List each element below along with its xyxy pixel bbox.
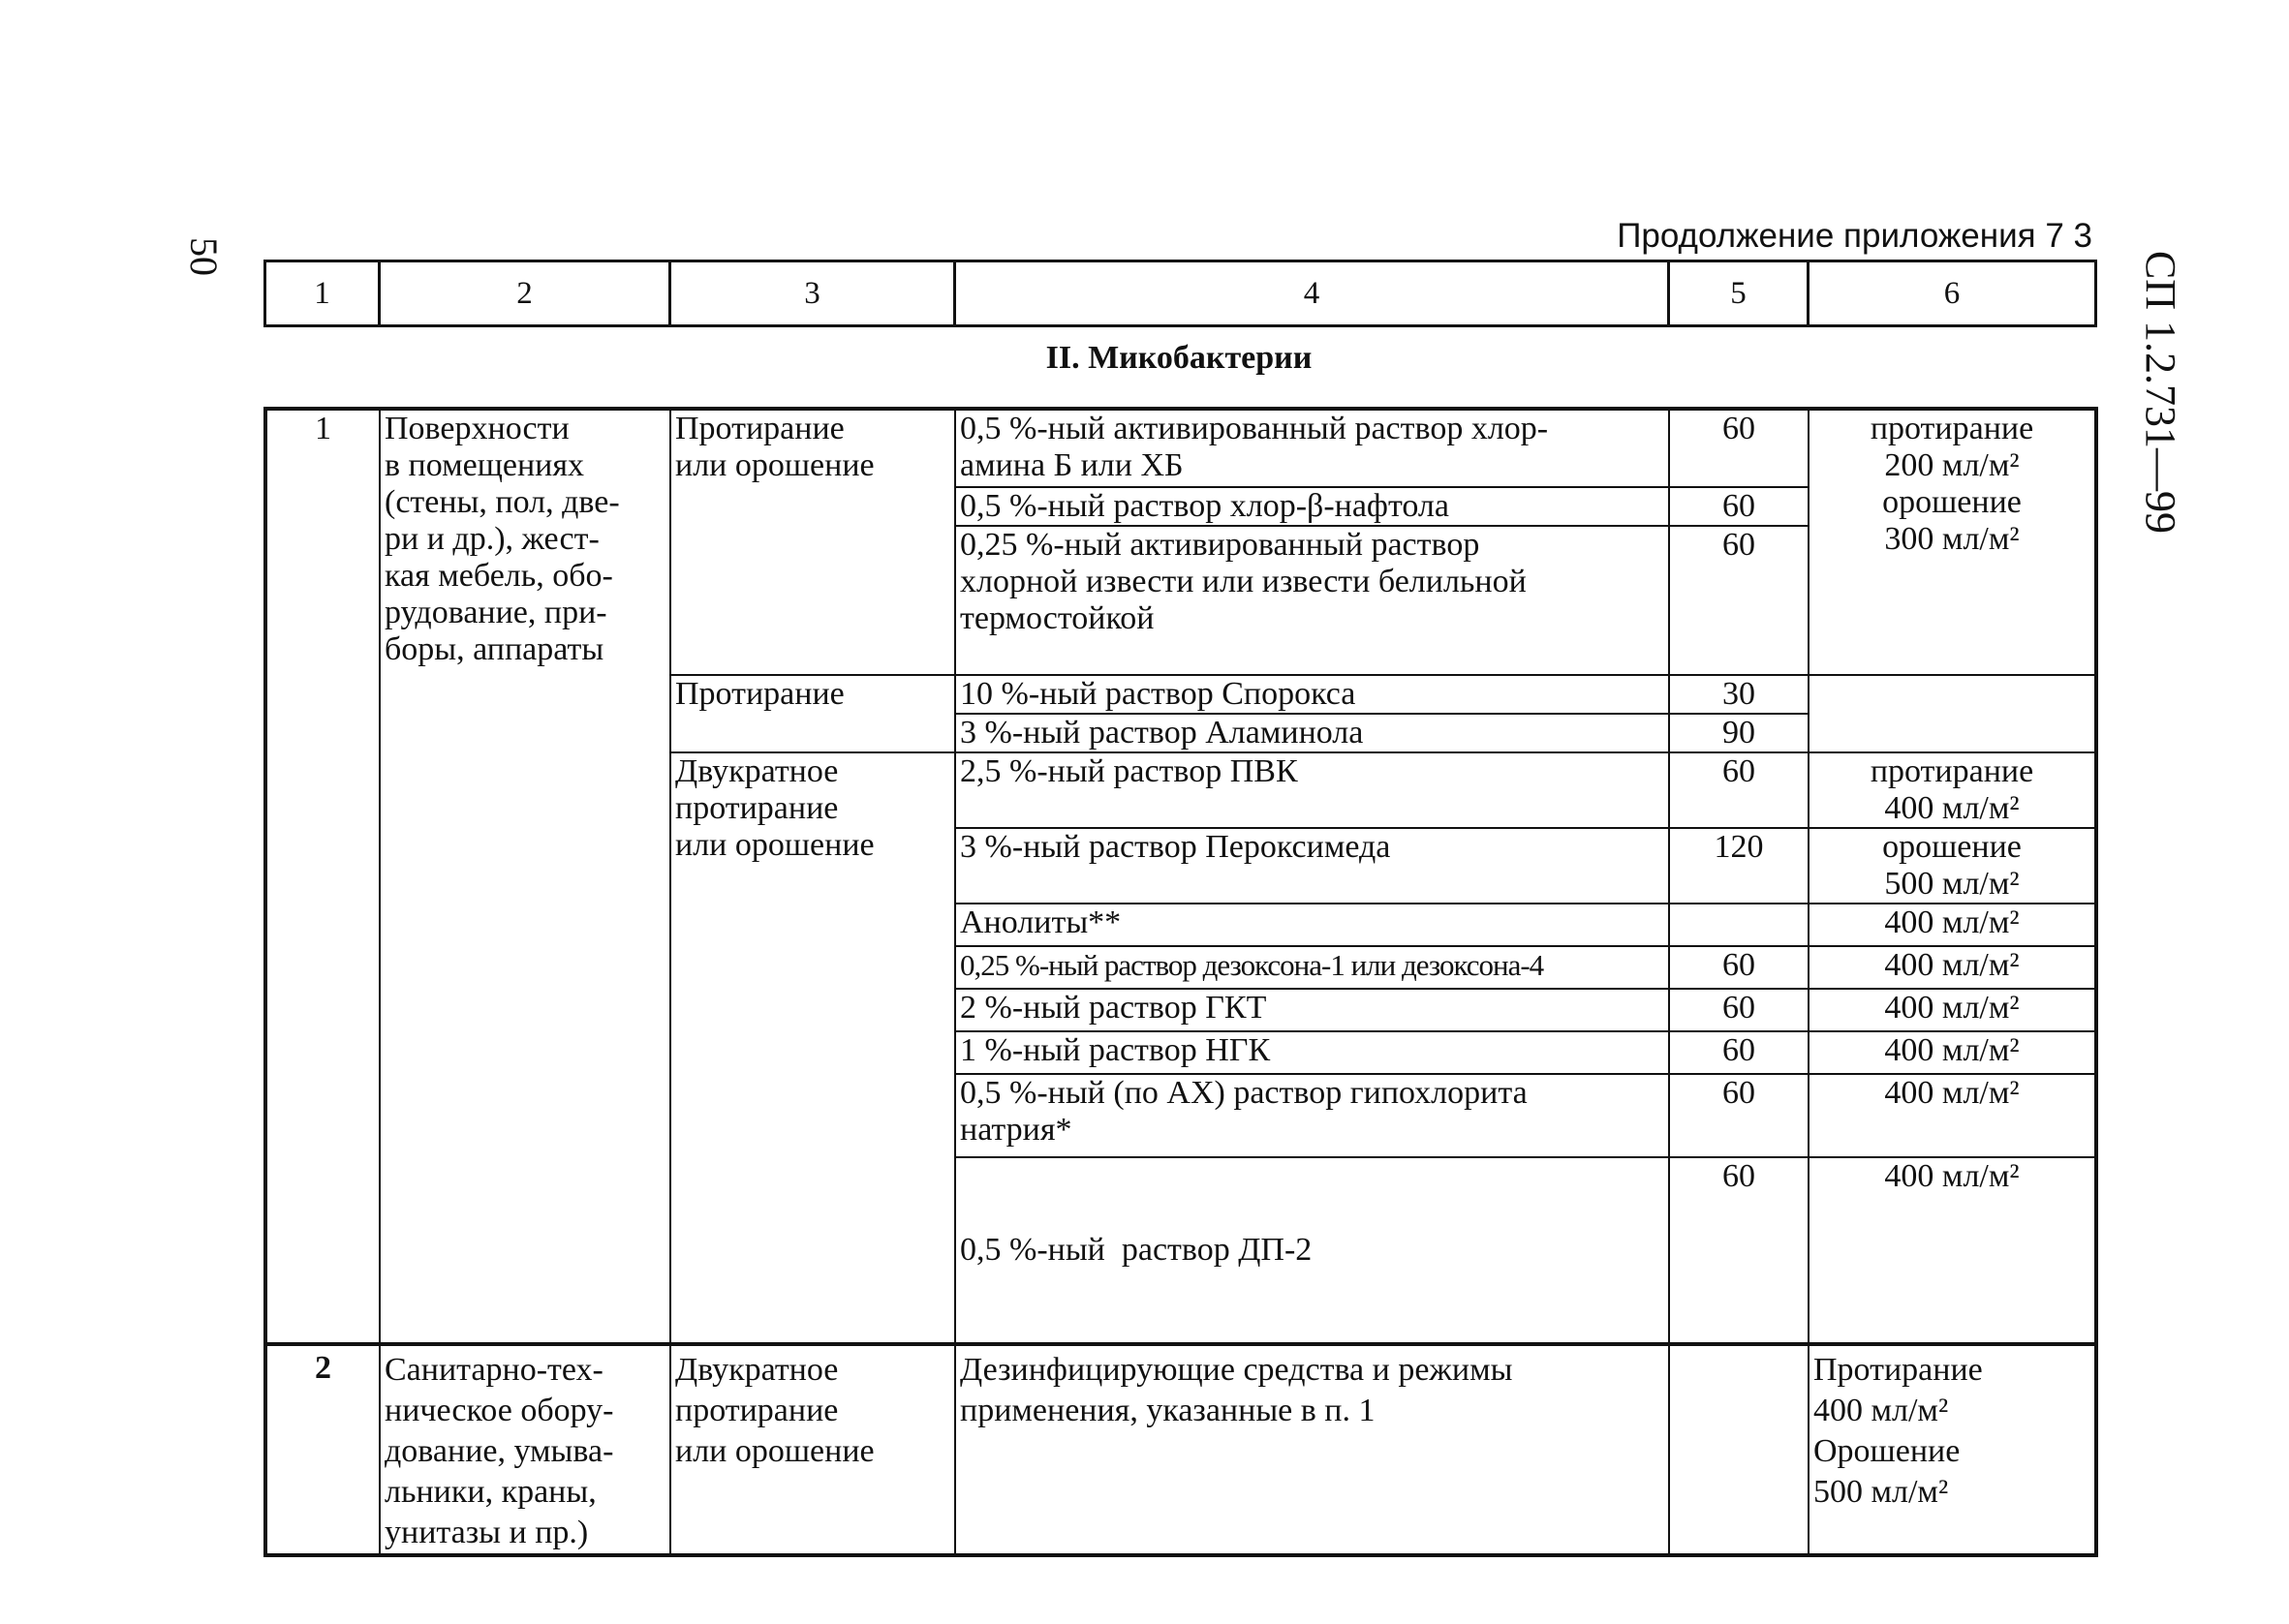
column-header-1: 1 (265, 261, 380, 326)
row-number-text: 2 (315, 1350, 331, 1386)
norm-cell (1809, 946, 2096, 989)
column-header-3: 3 (670, 261, 955, 326)
agent-cell (955, 409, 1669, 487)
time-cell: 60 (1669, 526, 1809, 675)
norm-line: 400 мл/м² (1884, 904, 2020, 940)
time-cell: 30 (1669, 675, 1809, 714)
column-header-row (265, 261, 2096, 326)
norm-cell (1809, 1074, 2096, 1157)
agent-line: 1 %-ный раствор НГК (960, 1032, 1271, 1068)
object-line: льники, краны, (385, 1474, 597, 1510)
norm-line: 500 мл/м² (1884, 866, 2020, 902)
row-number (265, 1344, 380, 1555)
column-header-table (263, 260, 2097, 327)
method-line: Протирание (675, 411, 845, 446)
object-line: Поверхности (385, 411, 570, 446)
time-cell: 60 (1669, 989, 1809, 1031)
row-number (265, 409, 380, 1344)
norm-line: 400 мл/м² (1884, 1032, 2020, 1068)
agent-line: 0,5 %-ный раствор ДП-2 (960, 1232, 1313, 1268)
norm-line: 400 мл/м² (1813, 1393, 1949, 1428)
norm-line: 500 мл/м² (1813, 1474, 1949, 1510)
agent-cell (955, 1157, 1669, 1344)
norm-line: протирание (1870, 411, 2034, 446)
method-line: Протирание (675, 676, 845, 712)
agent-line: Дезинфицирующие средства и режимы (960, 1352, 1513, 1388)
column-header-6: 6 (1809, 261, 2096, 326)
agent-line: хлорной извести или извести белильной (960, 564, 1527, 599)
norm-line: 400 мл/м² (1884, 1158, 2020, 1194)
object-line: (стены, пол, две- (385, 484, 620, 520)
agent-line: амина Б или ХБ (960, 447, 1184, 483)
norm-line: орошение (1882, 829, 2022, 865)
agent-cell (955, 752, 1669, 828)
time-cell: 60 (1669, 1074, 1809, 1157)
time-cell: 60 (1669, 946, 1809, 989)
method-line: протирание (675, 790, 839, 826)
agent-line: 3 %-ный раствор Аламинола (960, 715, 1364, 751)
time-cell: 60 (1669, 1157, 1809, 1344)
norm-line: 400 мл/м² (1884, 990, 2020, 1026)
agent-line: 0,5 %-ный активированный раствор хлор- (960, 411, 1549, 446)
continuation-label: Продолжение приложения 7 3 (1617, 217, 2092, 255)
object-line: дование, умыва- (385, 1433, 614, 1469)
agent-line: 3 %-ный раствор Пероксимеда (960, 829, 1391, 865)
object-line: ническое обору- (385, 1393, 614, 1428)
method-line: Двукратное (675, 1352, 839, 1388)
agent-cell (955, 675, 1669, 714)
method-line: или орошение (675, 447, 875, 483)
time-cell: 60 (1669, 752, 1809, 828)
column-header-5: 5 (1669, 261, 1809, 326)
norm-line: орошение (1882, 484, 2022, 520)
page-number: 50 (182, 237, 226, 276)
object-line: боры, аппараты (385, 631, 604, 667)
time-cell: 60 (1669, 487, 1809, 526)
object-line: унитазы и пр.) (385, 1515, 589, 1550)
disinfection-table (263, 407, 2098, 1557)
object-line: в помещениях (385, 447, 585, 483)
agent-cell (955, 989, 1669, 1031)
object-line: Санитарно-тех- (385, 1352, 603, 1388)
time-cell (1669, 904, 1809, 946)
agent-line: термостойкой (960, 600, 1155, 636)
agent-cell (955, 1074, 1669, 1157)
section-title: II. Микобактерии (1045, 340, 1313, 376)
object-line: кая мебель, обо- (385, 558, 613, 594)
method-line: или орошение (675, 1433, 875, 1469)
agent-cell (955, 828, 1669, 904)
time-cell (1669, 1344, 1809, 1555)
table-row (265, 1344, 2096, 1555)
norm-cell (1809, 828, 2096, 904)
agent-line: 0,5 %-ный раствор хлор-β-нафтола (960, 488, 1449, 524)
norm-cell (1809, 409, 2096, 675)
norm-cell (1809, 989, 2096, 1031)
norm-line: 300 мл/м² (1884, 521, 2020, 557)
norm-cell-empty (1809, 675, 2096, 752)
agent-line: применения, указанные в п. 1 (960, 1393, 1376, 1428)
method-cell (670, 1344, 955, 1555)
agent-cell (955, 1031, 1669, 1074)
object-cell (380, 1344, 670, 1555)
agent-line: 2 %-ный раствор ГКТ (960, 990, 1267, 1026)
row-number-text: 1 (315, 411, 331, 446)
agent-line: натрия* (960, 1112, 1072, 1148)
object-line: рудование, при- (385, 595, 607, 630)
norm-line: 400 мл/м² (1884, 947, 2020, 983)
norm-cell (1809, 904, 2096, 946)
time-cell: 120 (1669, 828, 1809, 904)
method-cell (670, 409, 955, 675)
document-code: СП 1.2.731—99 (2137, 250, 2184, 535)
norm-line: Протирание (1813, 1352, 1983, 1388)
time-cell: 60 (1669, 1031, 1809, 1074)
agent-line: 0,25 %-ный раствор дезоксона-1 или дезоксона-4 (960, 948, 1544, 982)
column-header-2: 2 (380, 261, 670, 326)
column-header-4: 4 (955, 261, 1669, 326)
norm-cell (1809, 1157, 2096, 1344)
norm-line: протирание (1870, 753, 2034, 789)
time-cell: 90 (1669, 714, 1809, 752)
norm-line: Орошение (1813, 1433, 1961, 1469)
method-line: или орошение (675, 827, 875, 863)
agent-cell (955, 1344, 1669, 1555)
agent-line: 0,5 %-ный (по АХ) раствор гипохлорита (960, 1075, 1528, 1111)
norm-line: 400 мл/м² (1884, 1075, 2020, 1111)
agent-cell (955, 904, 1669, 946)
norm-cell (1809, 1031, 2096, 1074)
time-cell: 60 (1669, 409, 1809, 487)
method-cell (670, 752, 955, 1344)
norm-cell (1809, 1344, 2096, 1555)
norm-line: 400 мл/м² (1884, 790, 2020, 826)
table-row (265, 409, 2096, 487)
object-cell (380, 409, 670, 1344)
agent-cell (955, 946, 1669, 989)
agent-line: 0,25 %-ный активированный раствор (960, 527, 1480, 563)
agent-line: 2,5 %-ный раствор ПВК (960, 753, 1298, 789)
method-cell (670, 675, 955, 752)
agent-cell (955, 714, 1669, 752)
agent-line: Анолиты** (960, 904, 1122, 940)
norm-line: 200 мл/м² (1884, 447, 2020, 483)
agent-cell (955, 487, 1669, 526)
object-line: ри и др.), жест- (385, 521, 600, 557)
norm-cell (1809, 752, 2096, 828)
method-line: протирание (675, 1393, 839, 1428)
method-line: Двукратное (675, 753, 839, 789)
agent-line: 10 %-ный раствор Спорокса (960, 676, 1356, 712)
agent-cell (955, 526, 1669, 675)
